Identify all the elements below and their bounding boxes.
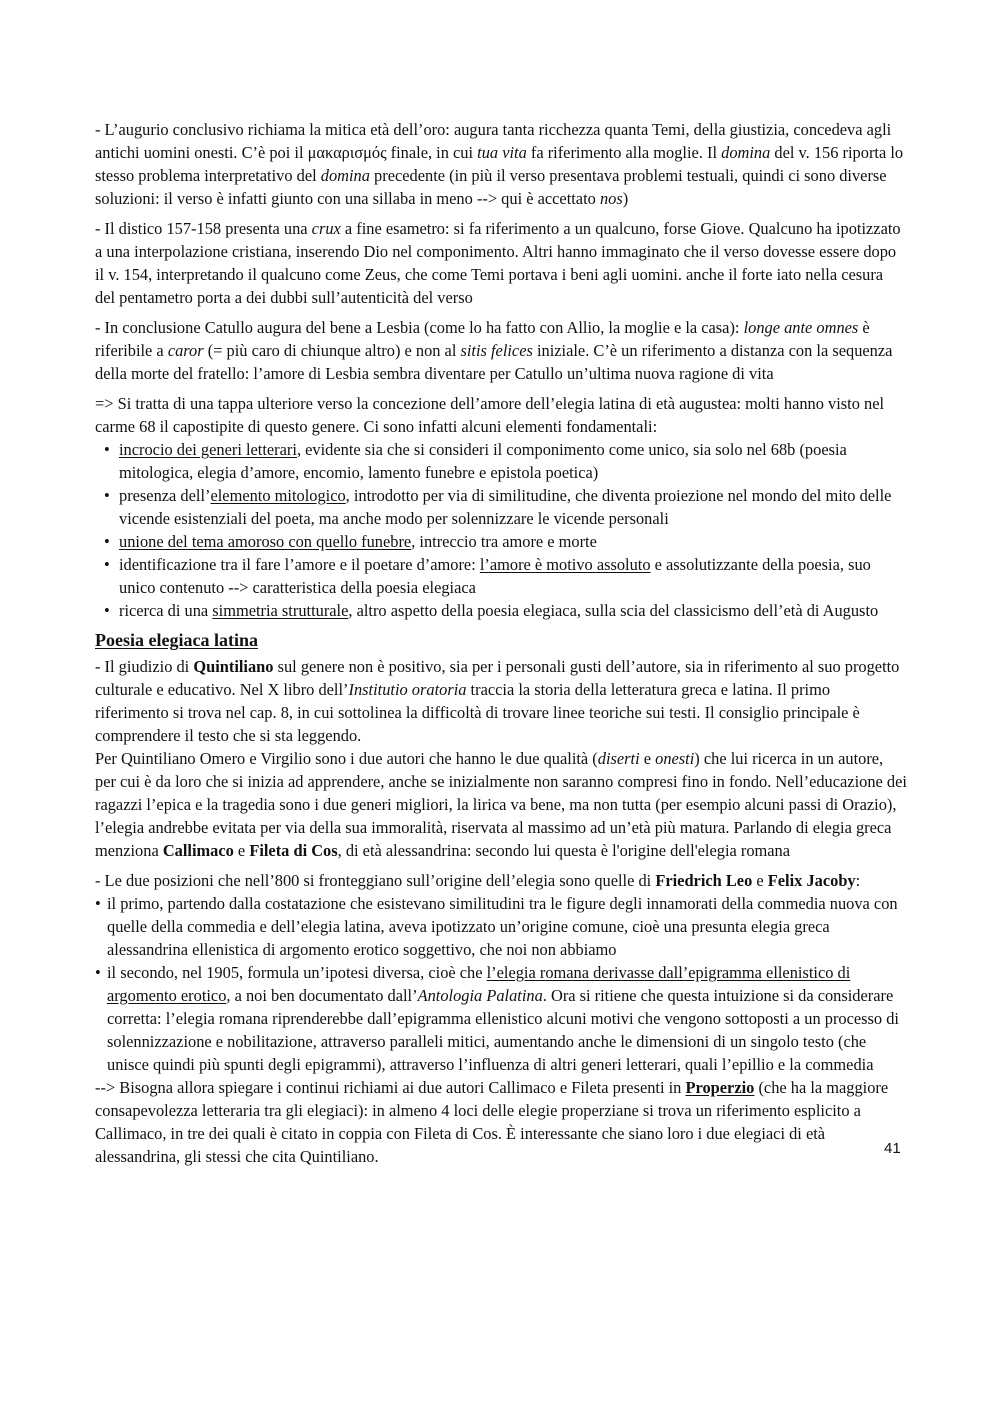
text: Per Quintiliano Omero e Virgilio sono i due autori che hanno le due qualità ( [95,749,598,768]
italic-text: sitis felices [460,341,533,360]
bold-text: Friedrich Leo [655,871,753,890]
text: precedente (in più il verso presentava problemi testuali, quindi ci sono diverse soluzioni: il verso è infatti giunto con una sillaba in meno --> qui è accettato [95,166,887,208]
text: sul genere non è positivo, sia per i personali gusti dell’autore, sia in riferimento al suo progetto culturale e educativo. Nel X libro dell’ [95,657,900,699]
paragraph-quintiliano [95,655,907,747]
text: ricerca di una [119,601,213,620]
list-item [95,484,907,530]
bullet-icon: • [104,486,110,505]
italic-text: caror [167,341,204,360]
paragraph-tappa [95,392,907,438]
list-item [95,961,907,1076]
text: . Ora si ritiene che questa intuizione si da considerare corretta: l’elegia romana riprenderebbe dall’epigramma ellenistico alcuni motivi che vengono sottoposti a un processo di solennizzazione e nobilitazione, attraverso paralleli mitici, aumentando anche le dimensioni di un singolo testo (che unisce quindi più spunti degli epigrammi), attraverso l’influenza di altri generi letterari, quali l’epillio e la commedia [107,986,899,1074]
text: , evidente sia che si consideri il componimento come unico, sia solo nel 68b (poesia mitologica, elegia d’amore, encomio, lamento funebre e epistola poetica) [119,440,847,482]
text: - Il distico 157-158 presenta una [95,219,312,238]
positions-list [95,892,907,1076]
text: iniziale. C’è un riferimento a distanza con la sequenza della morte del fratello: l’amore di Lesbia sembra diventare per Catullo un’ultima nuova ragione di vita [95,341,893,383]
paragraph-omero-virgilio [95,747,907,862]
text: identificazione tra il fare l’amore e il poetare d’amore: [119,555,480,574]
list-item [95,530,907,553]
text: , introdotto per via di similitudine, che diventa proiezione nel mondo del mito delle vicende esistenziali del poeta, ma anche modo per solennizzare le vicende personali [119,486,892,528]
underlined-text: elemento mitologico [210,486,346,505]
underlined-text: incrocio dei generi letterari [119,440,297,459]
text: , a noi ben documentato dall’ [226,986,418,1005]
text: (= più caro di chiunque altro) e non al [203,341,461,360]
text: traccia la storia della letteratura greca e latina. Il primo riferimento si trova nel cap. 8, in cui sottolinea la difficoltà di trovare linee teoriche sui testi. Il consiglio principale è comprendere il testo che si sta leggendo. [95,680,860,745]
text: è riferibile a [95,318,870,360]
text: del v. 156 riporta lo stesso problema interpretativo del [95,143,904,185]
bullet-icon: • [104,555,110,574]
section-heading: Poesia elegiaca latina [95,630,258,650]
italic-text: Institutio oratoria [348,680,467,699]
italic-text: domina [320,166,370,185]
underlined-text: simmetria strutturale [212,601,349,620]
text: e assolutizzante della poesia, suo unico contenuto --> caratteristica della poesia elegiaca [119,555,871,597]
paragraph-augurio [95,118,907,210]
underlined-text: unione del tema amoroso con quello funebre [119,532,412,551]
text: , intreccio tra amore e morte [411,532,597,551]
list-item [95,553,907,599]
bold-underlined-text: Properzio [685,1078,755,1097]
italic-text: longe ante omnes [743,318,859,337]
text: - Le due posizioni che nell’800 si fronteggiano sull’origine dell’elegia sono quelle di [95,871,656,890]
text: , altro aspetto della poesia elegiaca, sulla scia del classicismo dell’età di Augusto [348,601,879,620]
text: - Il giudizio di [95,657,194,676]
text: e [639,749,656,768]
text: --> Bisogna allora spiegare i continui richiami ai due autori Callimaco e Fileta presenti in [95,1078,686,1097]
text: , di età alessandrina: secondo lui questa è l'origine dell'elegia romana [337,841,791,860]
italic-text: Antologia Palatina [417,986,543,1005]
list-item [95,892,907,961]
italic-text: nos [599,189,623,208]
page-number: 41 [884,1140,901,1157]
underlined-text: l’elegia romana derivasse dall’epigramma ellenistico di argomento erotico [107,963,851,1005]
bold-text: Callimaco [162,841,234,860]
text: fa riferimento alla moglie. Il [526,143,722,162]
text: e [752,871,768,890]
text: il primo, partendo dalla costatazione che esistevano similitudini tra le figure degli innamorati della commedia nuova con quelle della commedia e dell’elegia latina, aveva ipotizzato un’origine comune, cioè una presunta elegia greca alessandrina ellenistica di argomento erotico soggettivo, che noi non abbiamo [107,894,898,959]
italic-text: onesti [655,749,695,768]
bullet-icon: • [104,532,110,551]
list-item [95,599,907,622]
bullet-icon: • [95,894,101,913]
text: ) [622,189,629,208]
italic-text: crux [311,219,341,238]
text: ) che lui ricerca in un autore, per cui è da loro che si inizia ad apprendere, anche se inizialmente non saranno compresi fino in fondo. Nell’educazione dei ragazzi l’epica e la tragedia sono i due generi migliori, la lirica va bene, ma non tutta (per esempio alcuni passi di Orazio), l’elegia andrebbe evitata per via della sua immoralità, riservata al massimo ad un’età più matura. Parlando di elegia greca menziona [95,749,907,860]
paragraph-properzio [95,1076,907,1168]
text: a fine esametro: si fa riferimento a un qualcuno, forse Giove. Qualcuno ha ipotizzato a una interpolazione cristiana, inserendo Dio nel componimento. Altri hanno immaginato che il verso dovesse essere dopo il v. 154, interpretando il qualcuno come Zeus, che come Temi portava i beni agli uomini. anche il forte iato nella cesura del pentametro porta a dei dubbi sull’autenticità del verso [95,219,901,307]
text: presenza dell’ [119,486,211,505]
italic-text: domina [721,143,771,162]
italic-text: tua vita [477,143,527,162]
underlined-text: l’amore è motivo assoluto [479,555,651,574]
text: - L’augurio conclusivo richiama la mitica età dell’oro: augura tanta ricchezza quanta Temi, della giustizia, concedeva agli antichi uomini onesti. C’è poi il μακαρισμός finale, in cui [95,120,892,162]
text: e [233,841,250,860]
paragraph-conclusione [95,316,907,385]
bullet-icon: • [95,963,101,982]
bullet-icon: • [104,601,110,620]
bold-text: Felix Jacoby [767,871,856,890]
text: => Si tratta di una tappa ulteriore verso la concezione dell’amore dell’elegia latina di età augustea: molti hanno visto nel carme 68 il capostipite di questo genere. Ci sono infatti alcuni elementi fondamentali: [95,394,885,436]
bold-text: Fileta di Cos [249,841,338,860]
text: - In conclusione Catullo augura del bene a Lesbia (come lo ha fatto con Allio, la moglie e la casa): [95,318,744,337]
elements-list [95,438,907,622]
list-item [95,438,907,484]
bold-text: Quintiliano [193,657,274,676]
text: : [855,871,861,890]
document-page [95,118,907,1175]
italic-text: diserti [597,749,640,768]
text: (che ha la maggiore consapevolezza letteraria tra gli elegiaci): in almeno 4 loci delle elegie properziane si trova un riferimento esplicito a Callimaco, in tre dei quali è citato in coppia con Fileta di Cos. È interessante che siano loro i due elegiaci di età alessandrina, gli stessi che cita Quintiliano. [95,1078,889,1166]
paragraph-posizioni [95,869,907,892]
bullet-icon: • [104,440,110,459]
paragraph-distico [95,217,907,309]
text: il secondo, nel 1905, formula un’ipotesi diversa, cioè che [107,963,487,982]
